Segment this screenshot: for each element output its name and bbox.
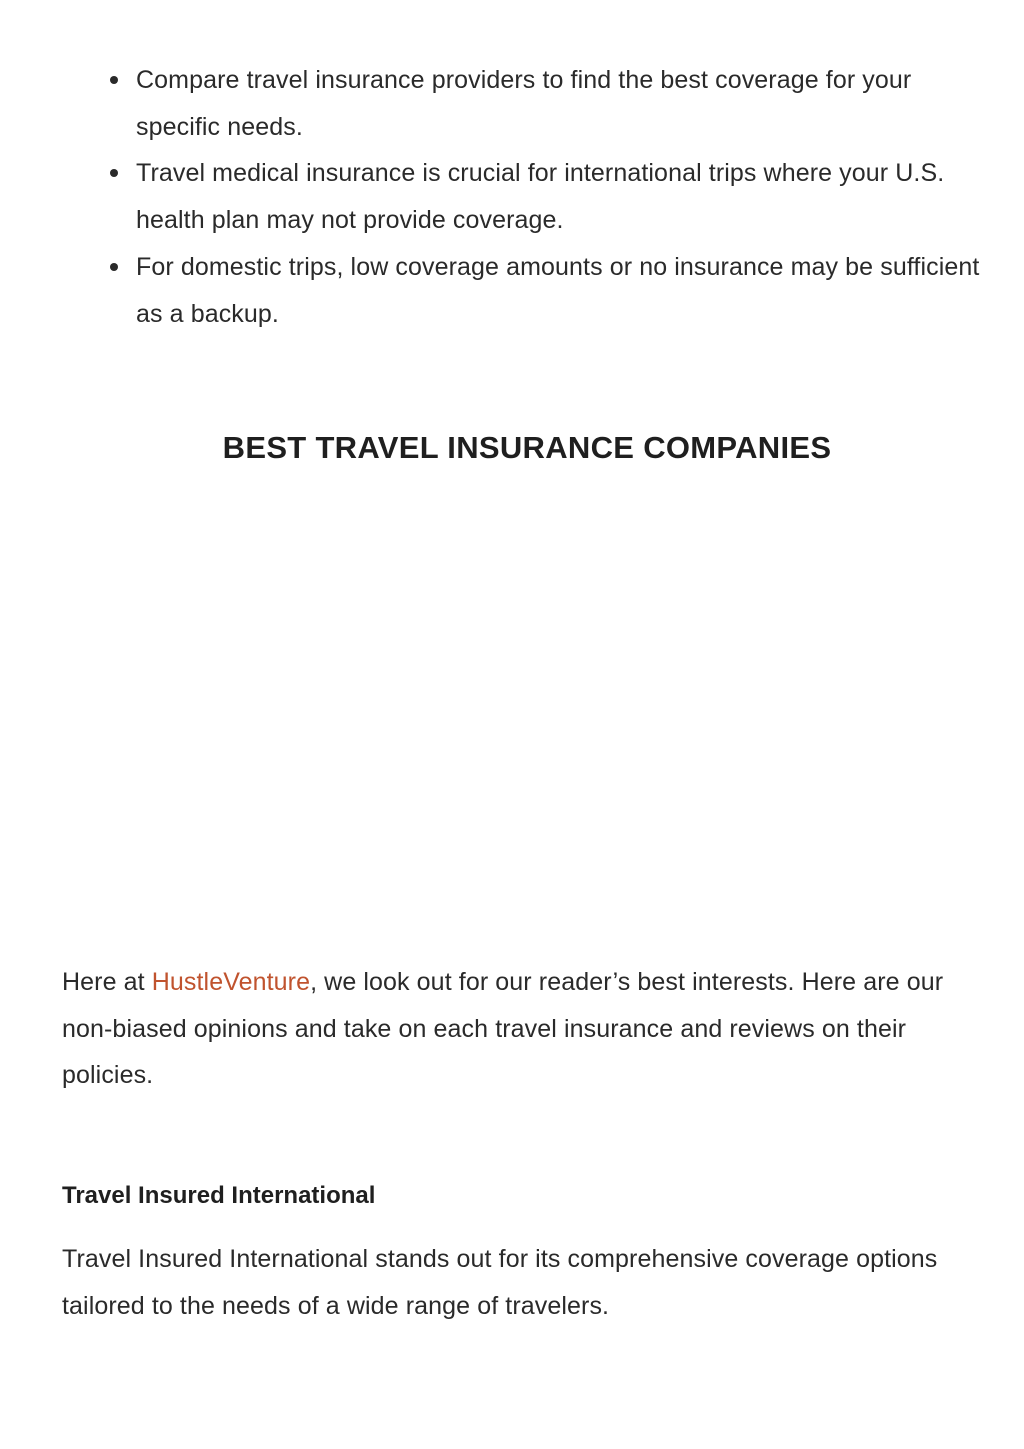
bullet-icon: [110, 263, 118, 271]
company-description: Travel Insured International stands out for its comprehensive coverage options tailored to the needs of a wide range of travelers.: [62, 1245, 938, 1320]
company-heading: Travel Insured International: [62, 1182, 376, 1209]
list-item: [0, 244, 1024, 337]
intro-paragraph: [62, 959, 992, 1099]
list-item-text: Compare travel insurance providers to find the best coverage for your specific needs.: [136, 66, 912, 141]
bullet-icon: [110, 76, 118, 84]
list-item: [0, 57, 1024, 150]
list-item: [0, 150, 1024, 243]
section-heading: BEST TRAVEL INSURANCE COMPANIES: [222, 430, 832, 465]
blank-content-area: [62, 500, 982, 930]
list-item-text: Travel medical insurance is crucial for international trips where your U.S. health plan may not provide coverage.: [136, 159, 945, 235]
list-item-text: For domestic trips, low coverage amounts or no insurance may be sufficient as a backup.: [136, 252, 980, 328]
hustleventure-link[interactable]: HustleVenture: [151, 968, 311, 996]
intro-prefix: Here at: [62, 968, 152, 996]
bullet-icon: [110, 169, 118, 177]
intro-suffix: , we look out for our reader’s best interests. Here are our non-biased opinions and take on each travel insurance and reviews on their policies.: [62, 968, 944, 1090]
key-points-list: [0, 57, 1024, 337]
